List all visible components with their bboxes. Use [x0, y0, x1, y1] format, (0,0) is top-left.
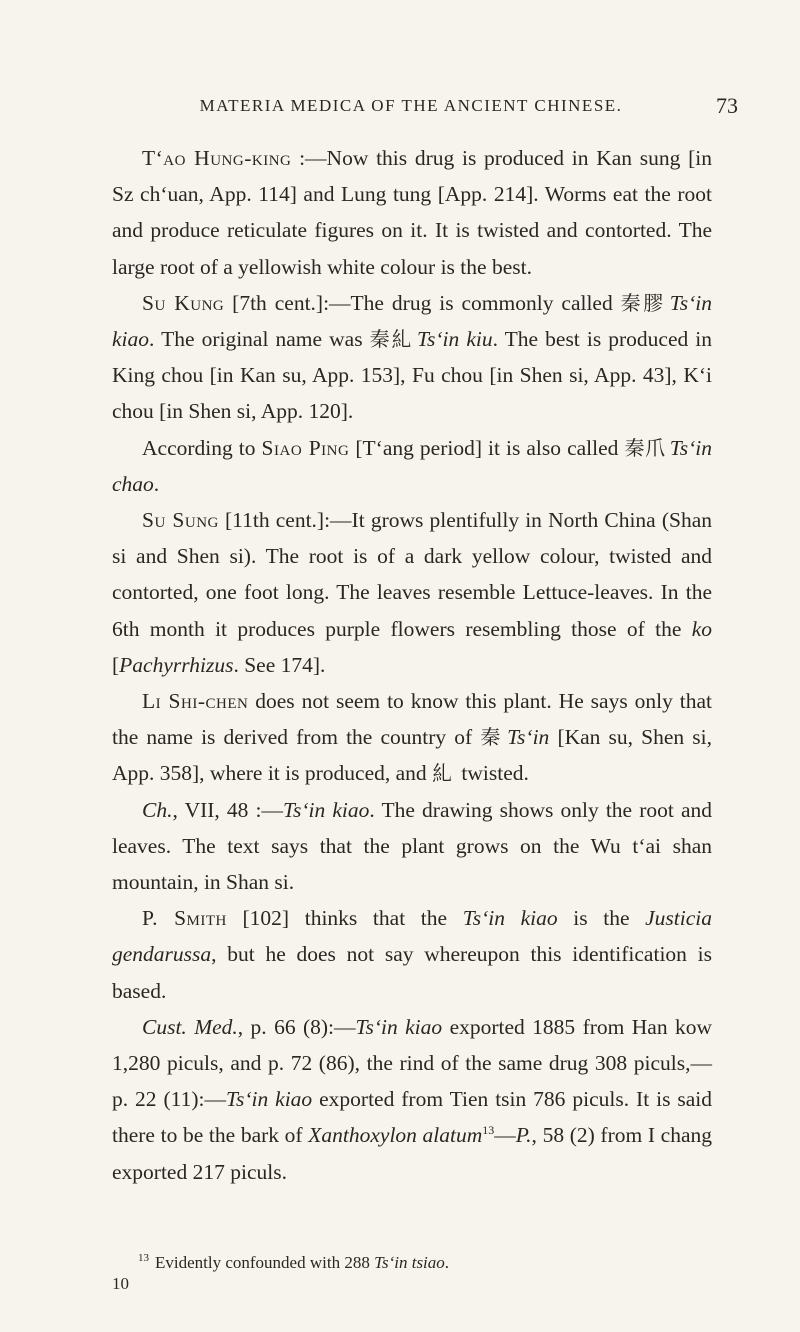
author-name: P. Smith — [142, 906, 227, 931]
italic-term: Ts‘in kiao — [462, 906, 558, 931]
italic-term: Ts‘in kiao — [112, 290, 712, 352]
text-run: is the — [557, 906, 646, 931]
author-name: T‘ao Hung-king — [142, 146, 292, 170]
paragraph-su-kung — [112, 285, 712, 430]
footnote-reference: 13 — [482, 1123, 495, 1138]
author-name: Li Shi-chen — [142, 689, 249, 714]
signature-mark: 10 — [112, 1274, 129, 1293]
text-run: . The original name was — [149, 327, 370, 352]
italic-term: Ch. — [142, 797, 173, 822]
page-number: 73 — [716, 93, 738, 118]
text-run: [T‘ang period] it is also called — [349, 435, 625, 460]
text-run: . — [153, 471, 160, 496]
chinese-characters: 糺 — [432, 761, 453, 786]
paragraph-tao-hung-king — [112, 140, 712, 285]
text-run: , p. 66 (8):— — [237, 1014, 356, 1039]
italic-term: Cust. Med. — [142, 1014, 238, 1039]
footnote-mark: 13 — [138, 1252, 149, 1265]
chinese-characters: 秦爪 — [624, 435, 666, 460]
italic-term: Ts‘in kiu — [417, 327, 493, 352]
paragraph-cust-med — [112, 1009, 712, 1190]
footnote-end: . — [444, 1253, 450, 1272]
chinese-characters: 秦 — [480, 725, 504, 750]
paragraph-text: :—Now this drug is produced in Kan sung [in Sz ch‘uan, App. 114] and Lung tung [App. 214]. Worms eat the root and produce reticulate figures on it. It is twisted and contorted. The large root of a yellowish white colour is the best. — [112, 146, 712, 279]
chinese-characters: 秦膠 — [620, 290, 666, 315]
text-run: , but he does not say whereupon this identification is based. — [112, 942, 712, 1003]
footnote-text: Evidently confounded with 288 — [155, 1253, 375, 1272]
text-run: , 58 (2) from I chang exported 217 piculs. — [112, 1123, 713, 1184]
running-title: MATERIA MEDICA OF THE ANCIENT CHINESE. — [199, 96, 623, 115]
chinese-characters: 秦糺 — [369, 327, 414, 352]
footnote — [138, 1253, 698, 1273]
author-name: Su Kung — [142, 290, 225, 315]
italic-term: Justicia gendarussa — [112, 906, 713, 967]
text-run: . The drawing shows only the root and leaves. The text says that the plant grows on the Wu t‘ai shan mountain, in Shan si. — [112, 797, 713, 895]
paragraph-ch — [112, 792, 712, 901]
italic-term: Ts‘in kiao — [226, 1087, 313, 1112]
body-text — [112, 140, 712, 1190]
italic-term: Xanthoxylon alatum — [308, 1123, 483, 1148]
italic-term: P. — [515, 1123, 532, 1148]
paragraph-su-sung — [112, 502, 712, 683]
italic-term: ko — [691, 616, 712, 641]
text-run: . See 174]. — [233, 652, 326, 677]
author-name: Siao Ping — [261, 435, 350, 460]
italic-term: Ts‘in tsiao — [374, 1253, 445, 1272]
text-run: exported from Tien tsin 786 piculs. It is said there to be the bark of — [112, 1087, 713, 1148]
italic-term: Ts‘in kiao — [283, 797, 370, 822]
text-run: does not seem to know this plant. He says only that the name is derived from the country of — [112, 689, 713, 750]
author-name: Su Sung — [142, 508, 219, 533]
italic-term: Ts‘in chao — [112, 435, 712, 496]
text-run: [102] thinks that the — [226, 906, 463, 931]
text-run: . The best is produced in King chou [in Kan su, App. 153], Fu chou [in Shen si, App. 43], K‘i chou [in Shen si, App. 120]. — [112, 327, 713, 424]
text-run: According to — [142, 435, 262, 460]
text-run: [7th cent.]:—The drug is commonly called — [224, 290, 621, 315]
text-run: [11th cent.]:—It grows plentifully in North China (Shan si and Shen si). The root is of a dark yellow colour, twisted and contorted, one foot long. The leaves resemble Lettuce-leaves. In the 6th month it produces purple flowers resembling those of the — [112, 508, 713, 641]
text-run: , VII, 48 :— — [172, 797, 284, 822]
paragraph-p-smith — [112, 900, 712, 1009]
italic-term: Ts‘in — [507, 725, 550, 750]
paragraph-li-shi-chen — [112, 683, 712, 792]
italic-term: Pachyrrhizus — [119, 652, 234, 677]
paragraph-siao-ping — [112, 430, 712, 502]
text-run: [ — [112, 652, 120, 677]
text-run: — — [494, 1123, 516, 1148]
text-run: exported 1885 from Han kow 1,280 piculs, and p. 72 (86), the rind of the same drug 308 piculs,—p. 22 (11):— — [112, 1014, 713, 1112]
text-run: [Kan su, Shen si, App. 358], where it is produced, and — [112, 725, 713, 786]
text-run: twisted. — [456, 761, 529, 786]
italic-term: Ts‘in kiao — [355, 1014, 443, 1039]
